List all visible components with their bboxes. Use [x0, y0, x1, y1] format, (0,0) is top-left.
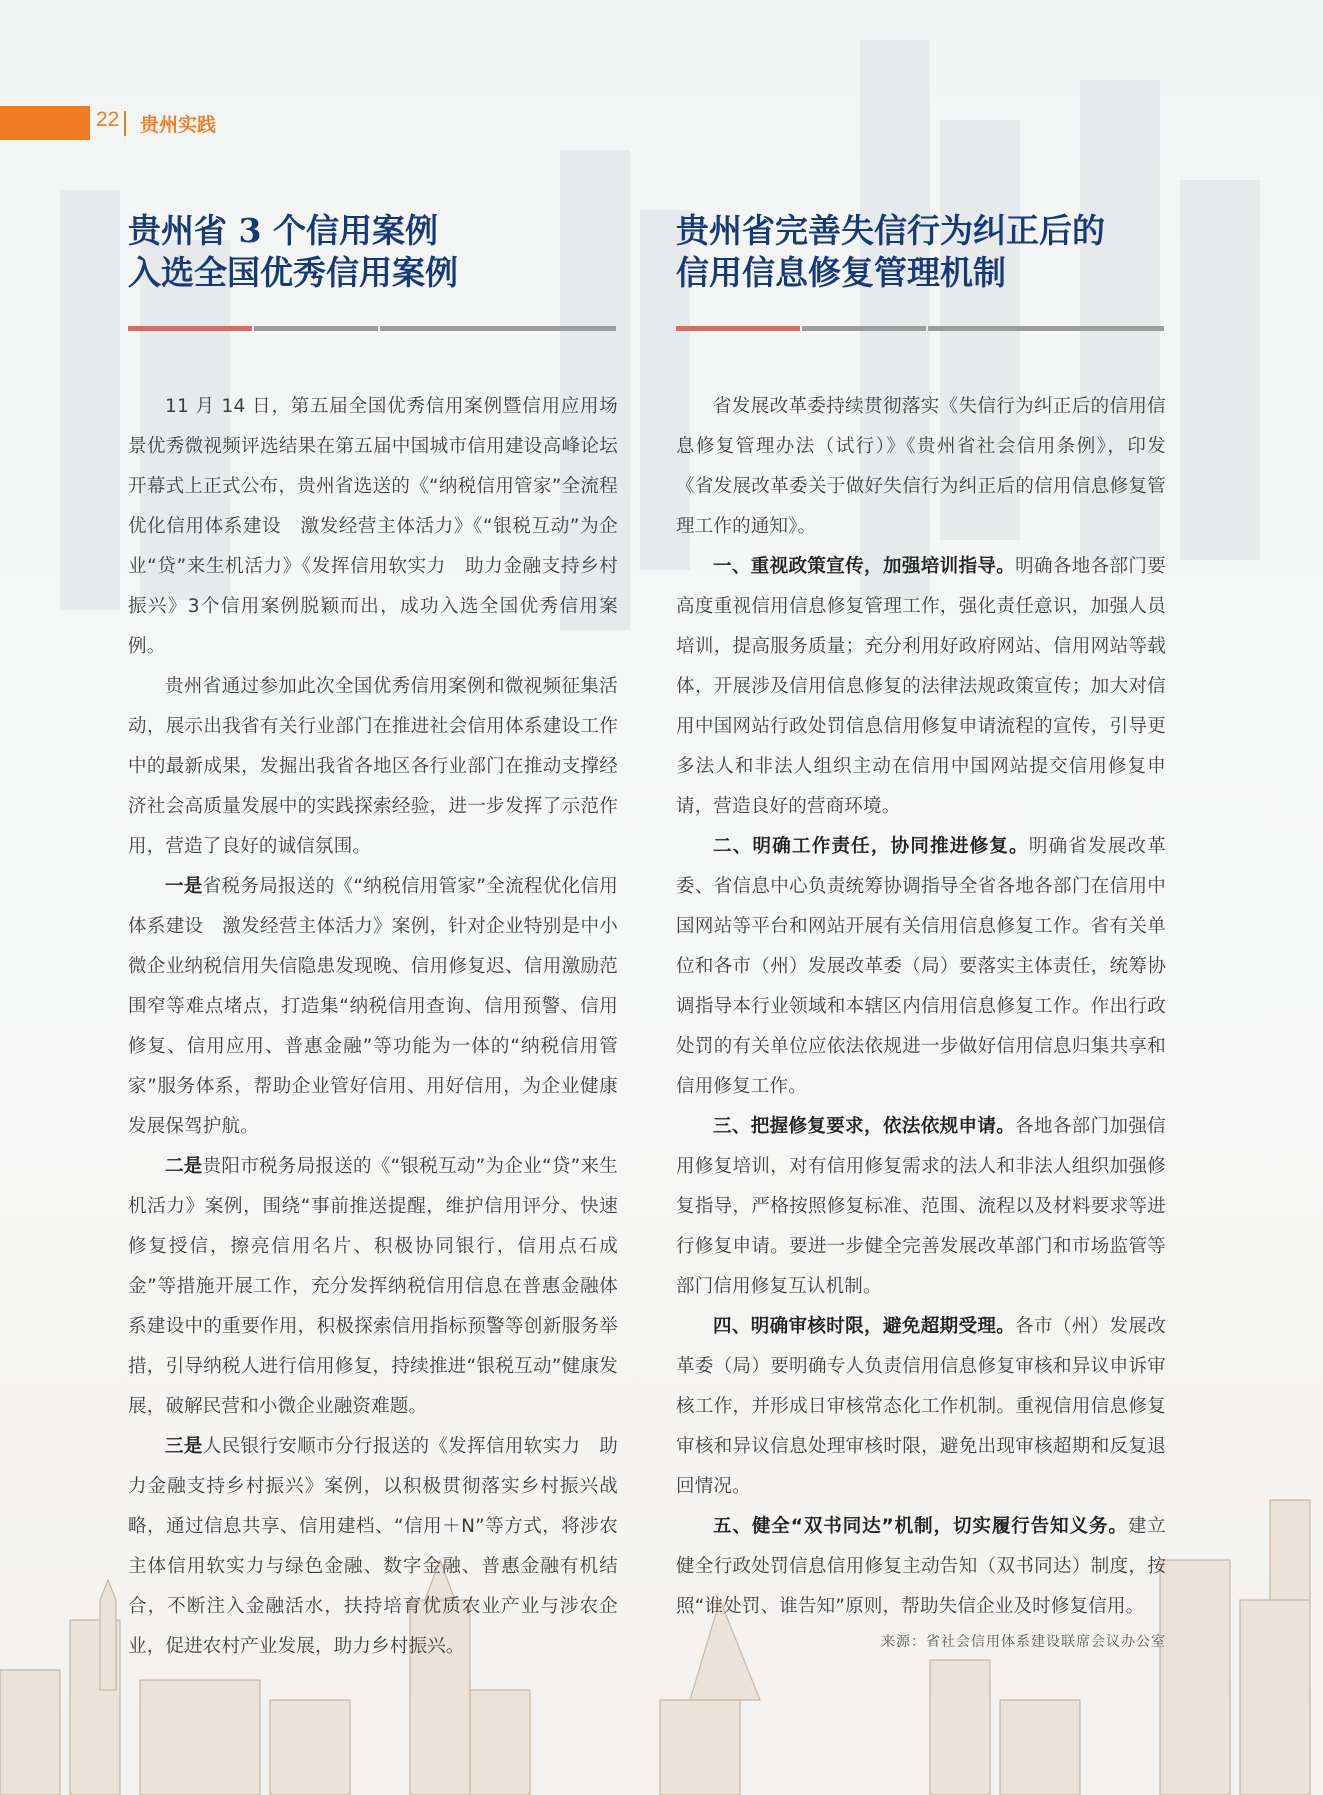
right-title-rule [676, 326, 1164, 331]
paragraph: 一、重视政策宣传，加强培训指导。明确各地各部门要高度重视信用信息修复管理工作，强化责任意识，加强人员培训，提高服务质量；充分利用好政府网站、信用网站等载体，开展涉及信用信息修复的法律法规政策宣传；加大对信用中国网站行政处罚信息信用修复申请流程的宣传，引导更多法人和非法人组织主动在信用中国网站提交信用修复申请，营造良好的营商环境。 [676, 556, 1167, 817]
right-article-body [676, 387, 1166, 1653]
left-title-rule [128, 326, 616, 331]
paragraph: 二、明确工作责任，协同推进修复。明确省发展改革委、省信息中心负责统筹协调指导全省各地各部门在信用中国网站等平台和网站开展有关信用信息修复工作。省有关单位和各市（州）发展改革委（局）要落实主体责任，统筹协调指导本行业领域和本辖区内信用信息修复工作。作出行政处罚的有关单位应依法依规进一步做好信用信息归集共享和信用修复工作。 [676, 836, 1167, 1097]
paragraph: 三是人民银行安顺市分行报送的《发挥信用软实力 助力金融支持乡村振兴》案例，以积极贯彻落实乡村振兴战略，通过信息共享、信用建档、“信用＋N”等方式，将涉农主体信用软实力与绿色金融、数字金融、普惠金融有机结合，不断注入金融活水，扶持培育优质农业产业与涉农企业，促进农村产业发展，助力乡村振兴。 [128, 1436, 618, 1657]
left-title-line-2: 入选全国优秀信用案例 [128, 253, 458, 292]
header-divider [124, 111, 126, 136]
paragraph: 二是贵阳市税务局报送的《“银税互动”为企业“贷”来生机活力》案例，围绕“事前推送提醒，维护信用评分、快速修复授信，擦亮信用名片、积极协同银行，信用点石成金”等措施开展工作，充分发挥纳税信用信息在普惠金融体系建设中的重要作用，积极探索信用指标预警等创新服务举措，引导纳税人进行信用修复，持续推进“银税互动”健康发展，破解民营和小微企业融资难题。 [128, 1156, 619, 1417]
paragraph: 三、把握修复要求，依法依规申请。各地各部门加强信用修复培训，对有信用修复需求的法人和非法人组织加强修复指导，严格按照修复标准、范围、流程以及材料要求等进行修复申请。要进一步健全完善发展改革部门和市场监管等部门信用修复互认机制。 [676, 1116, 1167, 1297]
paragraph: 五、健全“双书同达”机制，切实履行告知义务。建立健全行政处罚信息信用修复主动告知（双书同达）制度，按照“谁处罚、谁告知”原则，帮助失信企业及时修复信用。 [676, 1516, 1166, 1617]
section-title: 贵州实践 [140, 114, 217, 136]
page-number: 22 [96, 108, 120, 131]
article-source: 来源：省社会信用体系建设联席会议办公室 [881, 1634, 1166, 1650]
right-article-title [676, 210, 1166, 302]
left-article [128, 210, 618, 1667]
left-title-line-1: 贵州省 3 个信用案例 [128, 211, 438, 250]
header-accent-bar [0, 106, 90, 140]
right-article [676, 210, 1166, 1653]
paragraph: 省发展改革委持续贯彻落实《失信行为纠正后的信用信息修复管理办法（试行）》《贵州省社会信用条例》，印发《省发展改革委关于做好失信行为纠正后的信用信息修复管理工作的通知》。 [676, 396, 1166, 537]
paragraph: 一是省税务局报送的《“纳税信用管家”全流程优化信用体系建设 激发经营主体活力》案例，针对企业特别是中小微企业纳税信用失信隐患发现晚、信用修复迟、信用激励范围窄等难点堵点，打造集“纳税信用查询、信用预警、信用修复、信用应用、普惠金融”等功能为一体的“纳税信用管家”服务体系，帮助企业管好信用、用好信用，为企业健康发展保驾护航。 [128, 876, 618, 1137]
left-article-body [128, 387, 618, 1667]
right-title-line-1: 贵州省完善失信行为纠正后的 [676, 211, 1105, 250]
paragraph: 11 月 14 日，第五届全国优秀信用案例暨信用应用场景优秀微视频评选结果在第五届中国城市信用建设高峰论坛开幕式上正式公布，贵州省选送的《“纳税信用管家”全流程优化信用体系建设 激发经营主体活力》《“银税互动”为企业“贷”来生机活力》《发挥信用软实力 助力金融支持乡村振兴》3个信用案例脱颖而出，成功入选全国优秀信用案例。 [128, 396, 618, 657]
paragraph: 贵州省通过参加此次全国优秀信用案例和微视频征集活动，展示出我省有关行业部门在推进社会信用体系建设工作中的最新成果，发掘出我省各地区各行业部门在推动支撑经济社会高质量发展中的实践探索经验，进一步发挥了示范作用，营造了良好的诚信氛围。 [128, 676, 618, 857]
left-article-title [128, 210, 618, 302]
paragraph: 四、明确审核时限，避免超期受理。各市（州）发展改革委（局）要明确专人负责信用信息修复审核和异议申诉审核工作，并形成日审核常态化工作机制。重视信用信息修复审核和异议信息处理审核时限，避免出现审核超期和反复退回情况。 [676, 1316, 1167, 1497]
right-title-line-2: 信用信息修复管理机制 [676, 253, 1006, 292]
